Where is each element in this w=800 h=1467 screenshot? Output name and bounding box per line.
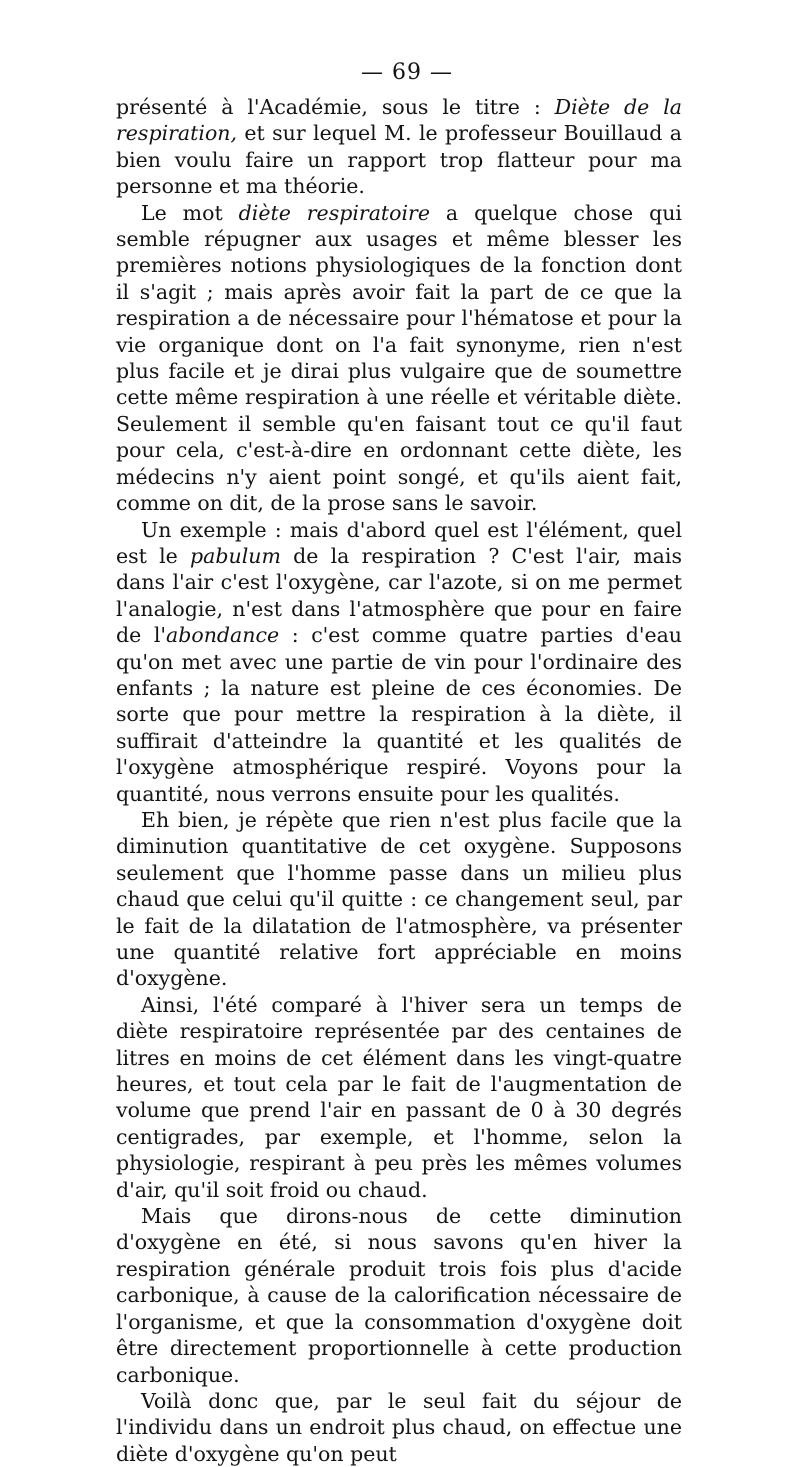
paragraph-4 [116,807,682,992]
italic-text: diète respiratoire [238,200,430,225]
text-run: : c'est comme quatre parties d'eau qu'on met avec une partie de vin pour l'ordinaire des enfants ; la nature est pleine de ces économies. De sorte que pour mettre la respiration à la diète, il suffirait d'atteindre la quantité et les qualités de l'oxygène atmosphérique respiré. Voyons pour la quantité, nous verrons ensuite pour les qualités. [116,623,683,806]
text-run: Un exemple : mais d'abord quel est l'élément, quel est le [116,517,682,568]
text-run: Le mot [141,200,239,225]
paragraph-3 [116,517,682,807]
text-run: de la respiration ? C'est l'air, mais dans l'air c'est l'oxygène, car l'azote, si on me permet l'analogie, n'est dans l'atmosphère que pour en faire de l' [116,543,682,648]
paragraph-1 [116,94,682,200]
page-number: — 69 — [361,60,453,85]
text-run: Mais que dirons-nous de cette diminution d'oxygène en été, si nous savons qu'en hiver la respiration générale produit trois fois plus d'acide carbonique, à cause de la calorification nécessaire de l'organisme, et que la consommation d'oxygène doit être directement proportionnelle à cette production carbonique. [116,1204,682,1387]
text-run: Eh bien, je répète que rien n'est plus facile que la diminution quantitative de cet oxygène. Supposons seulement que l'homme passe dans un milieu plus chaud que celui qu'il quitte : ce changement seul, par le fait de la dilatation de l'atmosphère, va présenter une quantité relative fort appréciable en moins d'oxygène. [116,807,682,991]
body-text [116,94,682,1467]
paragraph-5 [116,992,682,1203]
italic-text: pabulum [190,543,281,568]
paragraph-2 [116,200,682,517]
italic-text: Diète de la respiration, [116,95,682,146]
paragraph-6 [116,1203,682,1388]
text-run: a quelque chose qui semble répugner aux usages et même blesser les premières notions physiologiques de la fonction dont il s'agit ; mais après avoir fait la part de ce que la respiration a de nécessaire pour l'hématose et pour la vie organique dont on l'a fait synonyme, rien n'est plus facile et je dirai plus vulgaire que de soumettre cette même respiration à une réelle et véritable diète. Seulement il semble qu'en faisant tout ce qu'il faut pour cela, c'est-à-dire en ordonnant cette diète, les médecins n'y aient point songé, et qu'ils aient fait, comme on dit, de la prose sans le savoir. [116,200,682,516]
text-run: Ainsi, l'été comparé à l'hiver sera un temps de diète respiratoire représentée par des centaines de litres en moins de cet élément dans les vingt-quatre heures, et tout cela par le fait de l'augmentation de volume que prend l'air en passant de 0 à 30 degrés centigrades, par exemple, et l'homme, selon la physiologie, respirant à peu près les mêmes volumes d'air, qu'il soit froid ou chaud. [116,992,682,1202]
text-run: et sur lequel M. le professeur Bouillaud a bien voulu faire un rapport trop flatteur pour ma personne et ma théorie. [116,121,682,199]
text-run: présenté à l'Académie, sous le titre : [116,95,555,119]
book-page [116,58,682,1467]
text-run: Voilà donc que, par le seul fait du séjour de l'individu dans un endroit plus chaud, on effectue une diète d'oxygène qu'on peut [116,1388,682,1466]
italic-text: abondance [166,623,280,648]
paragraph-7 [116,1388,682,1467]
